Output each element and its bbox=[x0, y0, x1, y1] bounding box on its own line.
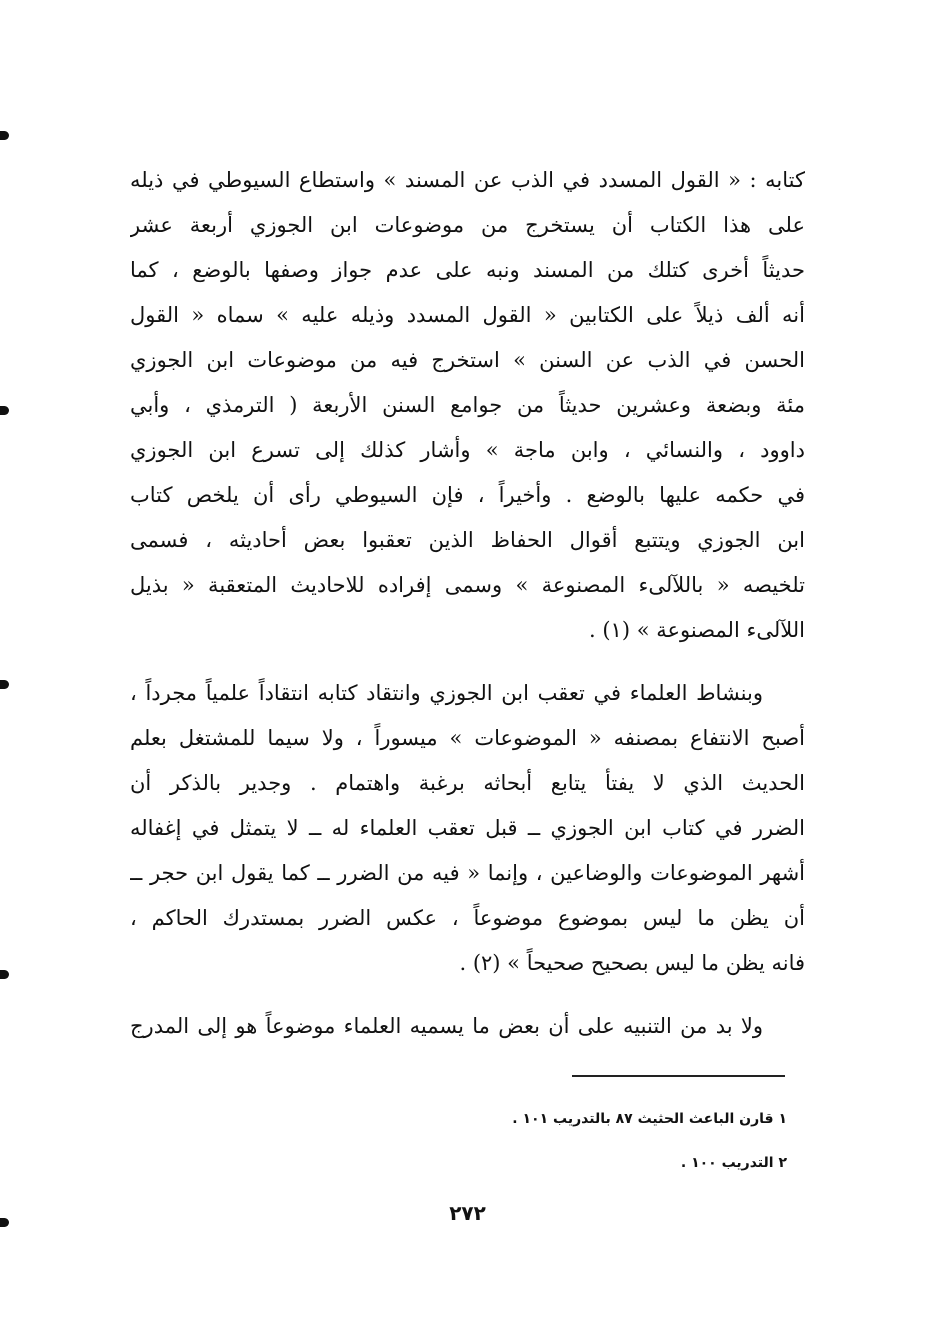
text-line: أصبح الانتفاع بمصنفه « الموضوعات » ميسوراً ، ولا سيما للمشتغل بعلم bbox=[130, 726, 805, 750]
text-line: مئة وبضعة وعشرين حديثاً من جوامع السنن الأربعة ( الترمذي ، وأبي bbox=[130, 393, 805, 417]
footnote: ٢ التدريب ١٠٠ . bbox=[680, 1155, 787, 1171]
text-line: وبنشاط العلماء في تعقب ابن الجوزي وانتقاد كتابه انتقاداً علمياً مجرداً ، bbox=[130, 681, 763, 705]
binding-mark bbox=[0, 406, 9, 415]
text-line: ولا بد من التنبيه على أن بعض ما يسميه العلماء موضوعاً هو إلى المدرج bbox=[130, 1014, 763, 1038]
text-line: فانه يظن ما ليس بصحيح صحيحاً » (٢) . bbox=[459, 951, 805, 975]
text-line: اللآلىء المصنوعة » (١) . bbox=[589, 618, 805, 642]
text-line: تلخيصه « باللآلىء المصنوعة » وسمى إفراده للاحاديث المتعقبة « بذيل bbox=[130, 573, 805, 597]
binding-mark bbox=[0, 131, 9, 140]
text-line: كتابه : « القول المسدد في الذب عن المسند » واستطاع السيوطي في ذيله bbox=[130, 168, 805, 192]
footnote: ١ قارن الباعث الحثيث ٨٧ بالتدريب ١٠١ . bbox=[512, 1111, 787, 1127]
text-line: الضرر في كتاب ابن الجوزي ــ قبل تعقب العلماء له ــ لا يتمثل في إغفاله bbox=[130, 816, 805, 840]
binding-mark bbox=[0, 680, 9, 689]
text-line: على هذا الكتاب أن يستخرج من موضوعات ابن الجوزي أربعة عشر bbox=[130, 213, 805, 237]
text-line: أنه ألف ذيلاً على الكتابين « القول المسدد وذيله عليه » سماه « القول bbox=[130, 303, 805, 327]
footnote-separator bbox=[572, 1075, 785, 1077]
body-text bbox=[130, 158, 805, 1049]
text-line: حديثاً أخرى كتلك من المسند ونبه على عدم جواز وصفها بالوضع ، كما bbox=[130, 258, 805, 282]
text-line: ابن الجوزي ويتتبع أقوال الحفاظ الذين تعقبوا بعض أحاديثه ، فسمى bbox=[130, 528, 805, 552]
text-line: في حكمه عليها بالوضع . وأخيراً ، فإن السيوطي رأى أن يلخص كتاب bbox=[130, 483, 805, 507]
page-number: ٢٧٢ bbox=[449, 1201, 486, 1225]
text-line: أن يظن ما ليس بموضوع موضوعاً ، عكس الضرر بمستدرك الحاكم ، bbox=[130, 906, 805, 930]
text-line: الحسن في الذب عن السنن » استخرج فيه من موضوعات ابن الجوزي bbox=[130, 348, 805, 372]
text-line: أشهر الموضوعات والوضاعين ، وإنما « فيه من الضرر ــ كما يقول ابن حجر ــ bbox=[130, 861, 805, 885]
binding-mark bbox=[0, 970, 9, 979]
text-line: الحديث الذي لا يفتأ يتابع أبحاثه برغبة واهتمام . وجدير بالذكر أن bbox=[130, 771, 805, 795]
text-line: داوود ، والنسائي ، وابن ماجة » وأشار كذلك إلى تسرع ابن الجوزي bbox=[130, 438, 805, 462]
